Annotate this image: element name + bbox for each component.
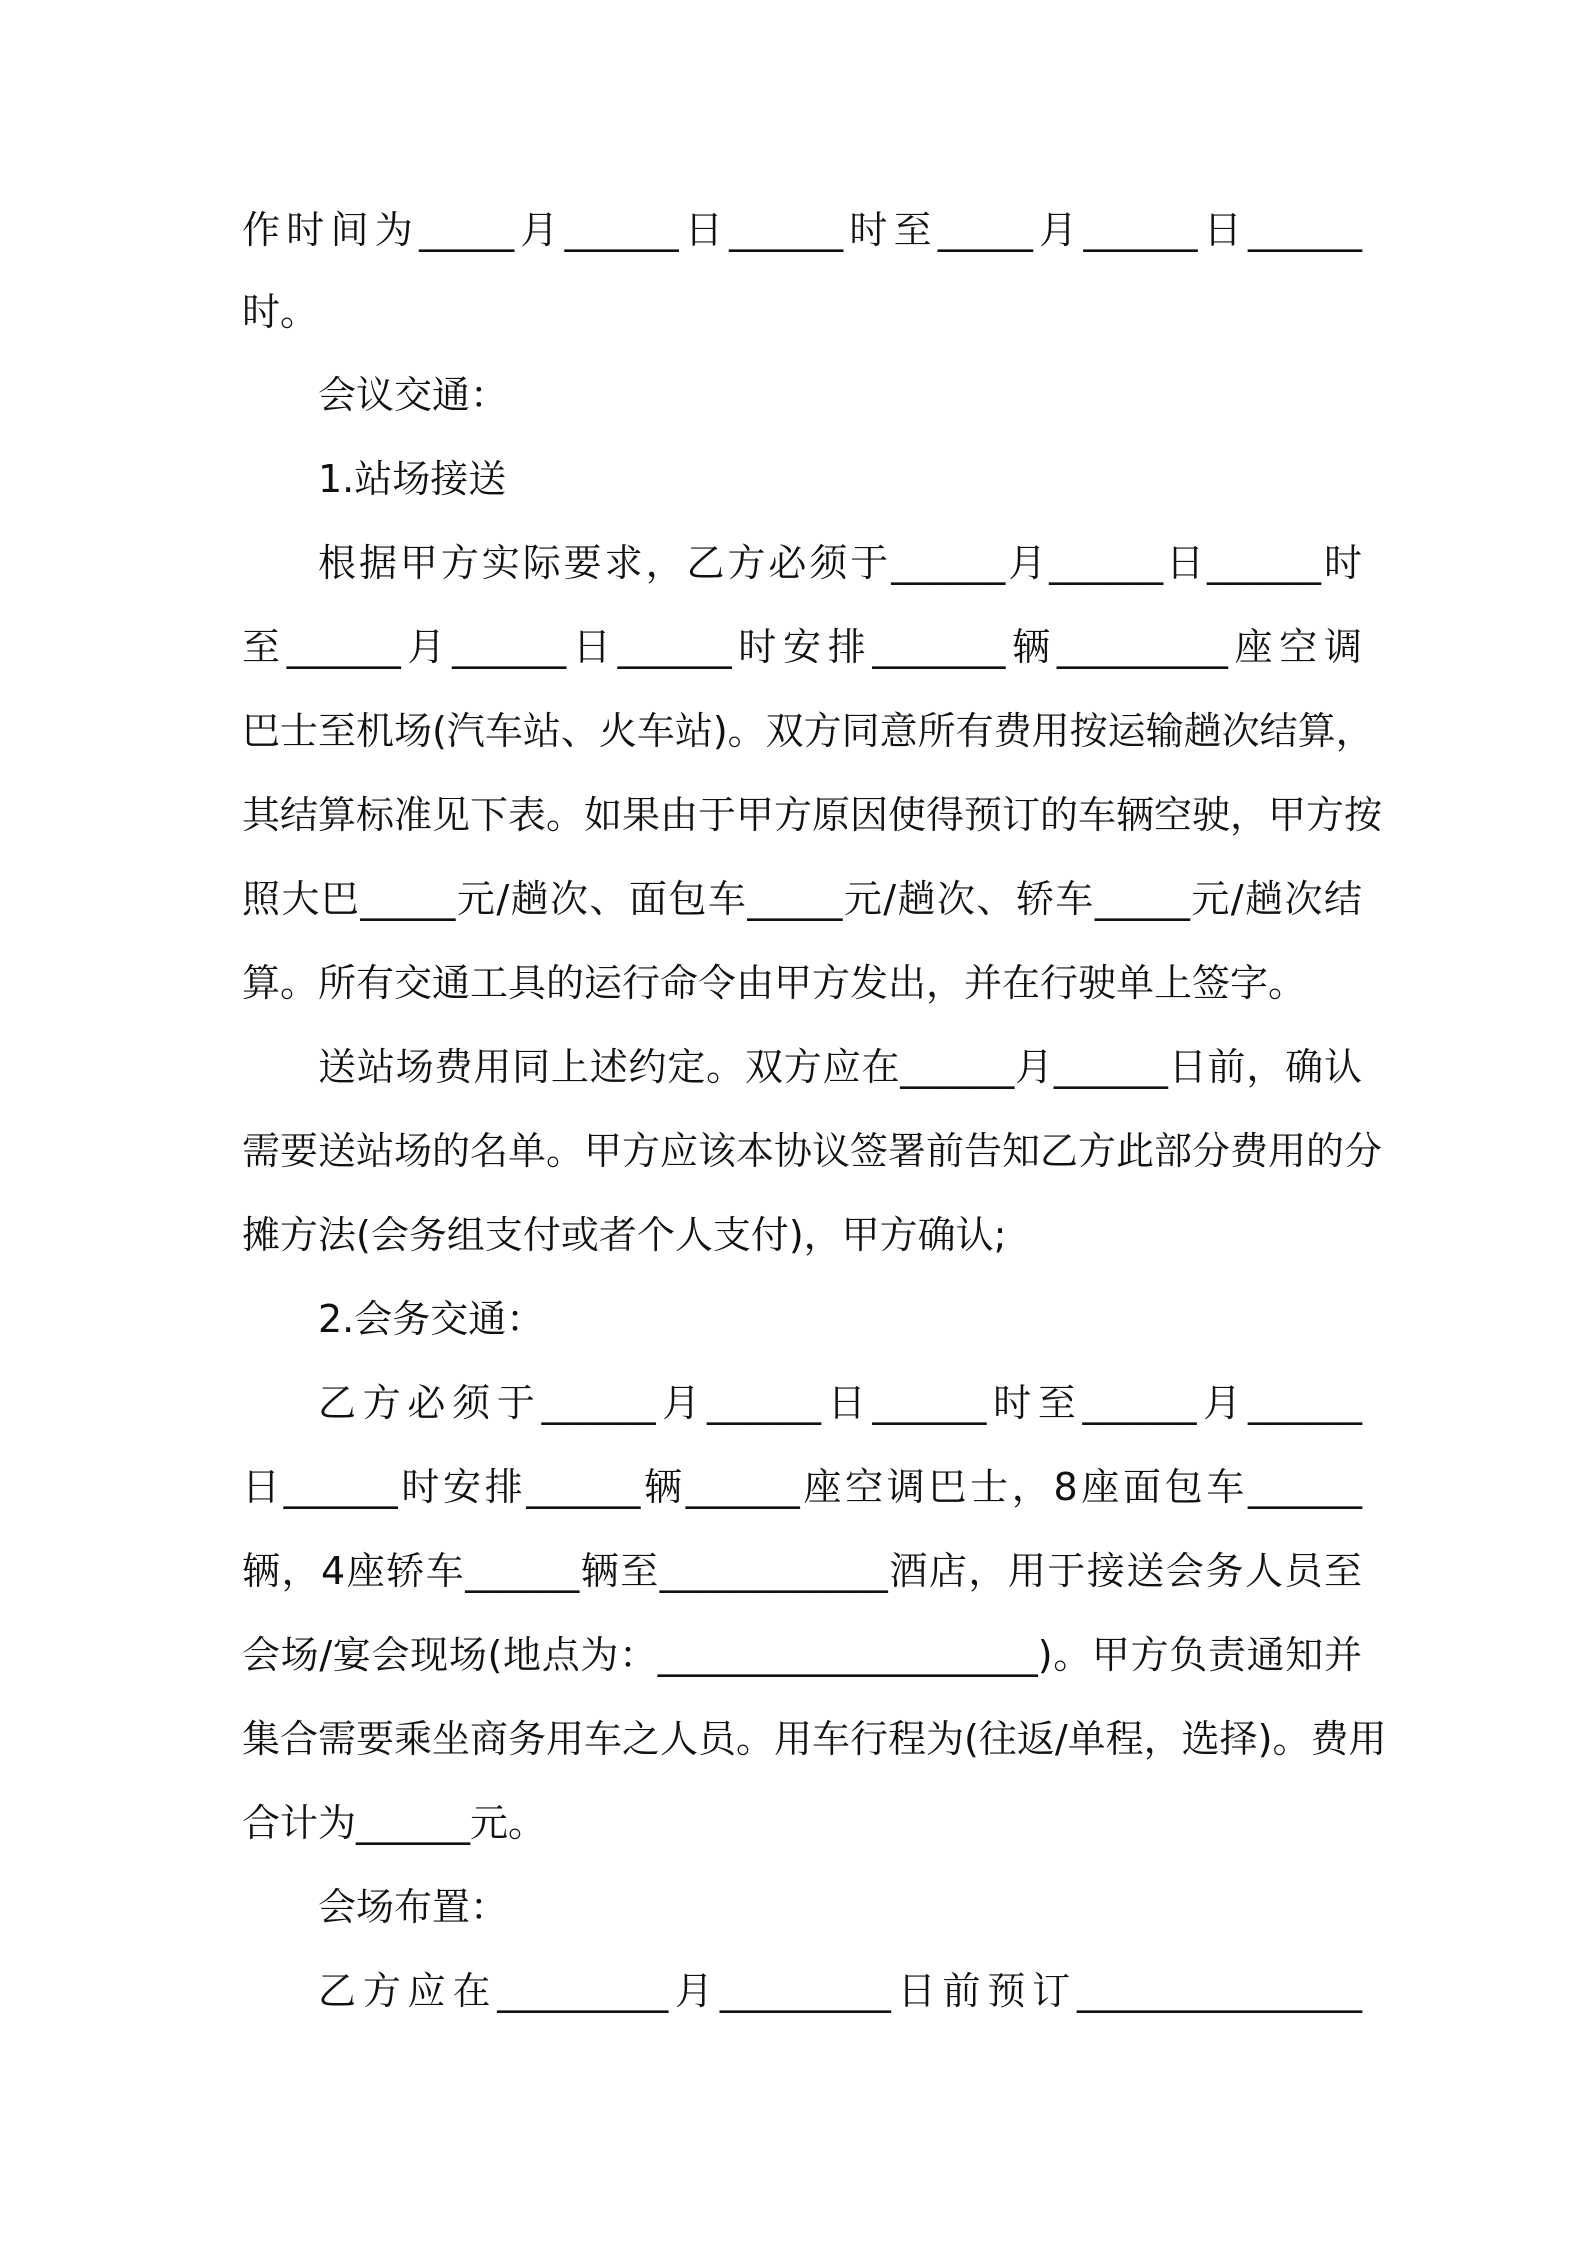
section-heading: 会场布置： [318, 1885, 509, 1929]
paragraph-line: 送站场费用同上述约定。双方应在______月______日前，确认 [318, 1045, 1362, 1089]
paragraph-line: 合计为______元。 [242, 1801, 547, 1845]
section-heading: 会议交通： [318, 373, 509, 417]
paragraph-line: 摊方法(会务组支付或者个人支付)，甲方确认; [242, 1213, 1007, 1257]
paragraph-line: 巴士至机场(汽车站、火车站)。双方同意所有费用按运输趟次结算， [242, 709, 1374, 753]
paragraph-line: 作时间为_____月______日______时至_____月______日______ [242, 208, 1362, 252]
paragraph-line: 至______月______日______时安排_______辆_________座空调 [242, 625, 1362, 669]
paragraph-line: 会场/宴会现场(地点为：____________________)。甲方负责通知并 [242, 1633, 1362, 1677]
paragraph-line: 其结算标准见下表。如果由于甲方原因使得预订的车辆空驶，甲方按 [242, 793, 1383, 837]
subsection-heading: 1.站场接送 [318, 457, 507, 501]
paragraph-line: 需要送站场的名单。甲方应该本协议签署前告知乙方此部分费用的分 [242, 1129, 1383, 1173]
paragraph-line: 集合需要乘坐商务用车之人员。用车行程为(往返/单程，选择)。费用 [242, 1717, 1387, 1761]
paragraph-line: 根据甲方实际要求，乙方必须于______月______日______时 [318, 541, 1362, 585]
paragraph-line: 时。 [242, 290, 319, 334]
paragraph-line: 乙方应在_________月_________日前预订_______________ [318, 1969, 1362, 2013]
paragraph-line: 照大巴_____元/趟次、面包车_____元/趟次、轿车_____元/趟次结 [242, 877, 1362, 921]
paragraph-line: 日______时安排______辆______座空调巴士，8座面包车______ [242, 1465, 1362, 1509]
paragraph-line: 辆，4座轿车______辆至____________酒店，用于接送会务人员至 [242, 1549, 1362, 1593]
subsection-heading: 2.会务交通： [318, 1297, 545, 1341]
paragraph-line: 乙方必须于______月______日______时至______月______ [318, 1381, 1362, 1425]
paragraph-line: 算。所有交通工具的运行命令由甲方发出，并在行驶单上签字。 [242, 961, 1307, 1005]
